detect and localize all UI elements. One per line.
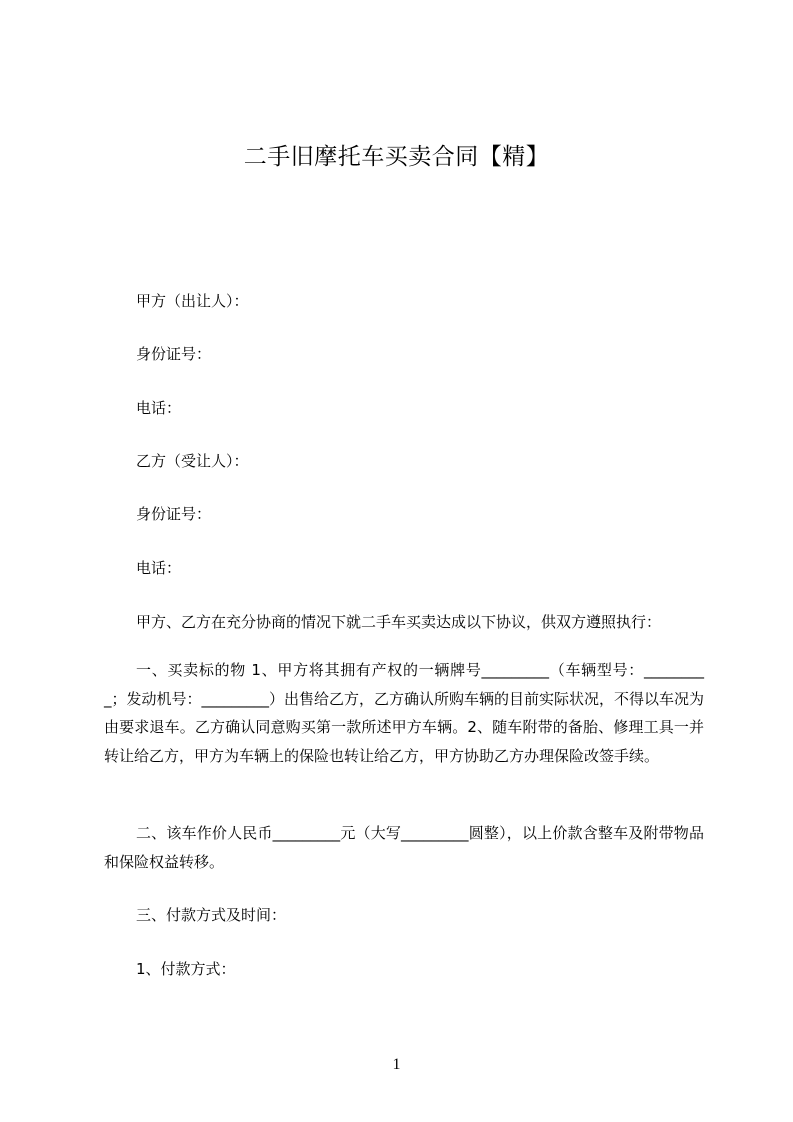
- clause-1-paragraph: 一、买卖标的物 1、甲方将其拥有产权的一辆牌号_________（车辆型号：_________；发动机号：_________）出售给乙方，乙方确认所购车辆的目前实际状况，不得以车况为由要求退车。乙方确认同意购买第一款所述甲方车辆。2、随车附带的备胎、修理工具一并转让给乙方，甲方为车辆上的保险也转让给乙方，甲方协助乙方办理保险改签手续。: [104, 661, 705, 766]
- clause-2-paragraph: 二、该车作价人民币_________元（大写_________圆整），以上价款含整车及附带物品和保险权益转移。: [104, 824, 704, 871]
- party-b-label: 乙方（受让人）：: [136, 452, 249, 470]
- party-a-label: 甲方（出让人）：: [136, 292, 249, 310]
- clause-3-heading: 三、付款方式及时间：: [136, 906, 287, 924]
- page-number: 1: [392, 1056, 401, 1073]
- agreement-intro: 甲方、乙方在充分协商的情况下就二手车买卖达成以下协议，供双方遵照执行：: [136, 613, 662, 631]
- party-a-id-label: 身份证号：: [136, 345, 212, 363]
- clause-3-1-heading: 1、付款方式：: [136, 960, 236, 978]
- party-a-phone-label: 电话：: [136, 399, 182, 417]
- party-b-phone-label: 电话：: [136, 559, 182, 577]
- party-b-id-label: 身份证号：: [136, 505, 212, 523]
- document-title: 二手旧摩托车买卖合同【精】: [243, 144, 550, 170]
